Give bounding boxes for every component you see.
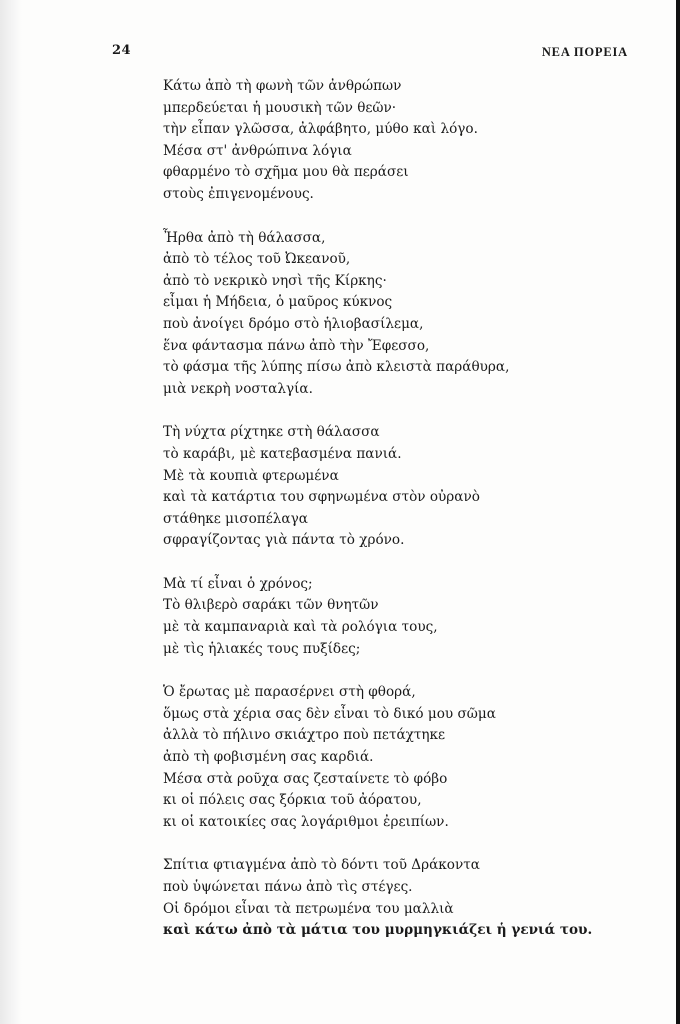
poem-line: στάθηκε μισοπέλαγα [163, 510, 308, 527]
poem-line: Ἦρθα ἀπὸ τὴ θάλασσα, [163, 229, 326, 246]
poem-line: Τὴ νύχτα ρίχτηκε στὴ θάλασσα [163, 424, 380, 441]
poem-line: κι οἱ κατοικίες σας λογάριθμοι ἐρειπίων. [163, 813, 449, 830]
poem-line: μπερδεύεται ἡ μουσικὴ τῶν θεῶν· [163, 99, 397, 116]
poem-line: ὅμως στὰ χέρια σας δὲν εἶναι τὸ δικό μου σῶμα [163, 705, 496, 722]
poem-line: κι οἱ πόλεις σας ξόρκια τοῦ ἀόρατου, [163, 792, 422, 809]
poem-line: εἶμαι ἡ Μήδεια, ὁ μαῦρος κύκνος [163, 294, 393, 311]
poem-line: ποὺ ἀνοίγει δρόμο στὸ ἡλιοβασίλεμα, [163, 315, 424, 332]
stanza-6 [163, 855, 633, 941]
poem-line: καὶ τὰ κατάρτια του σφηνωμένα στὸν οὐρανὸ [163, 489, 480, 506]
scan-shadow [0, 0, 22, 1024]
poem-line: Ὁ ἔρωτας μὲ παρασέρνει στὴ φθορά, [163, 684, 416, 701]
poem-line: Κάτω ἀπὸ τὴ φωνὴ τῶν ἀνθρώπων [163, 78, 402, 94]
poem-line: φθαρμένο τὸ σχῆμα μου θὰ περάσει [163, 164, 409, 181]
stanza-3 [163, 422, 633, 552]
poem-line: τὸ καράβι, μὲ κατεβασμένα πανιά. [163, 445, 402, 462]
poem-line: ἀπὸ τὸ τέλος τοῦ Ὠκεανοῦ, [163, 251, 351, 268]
poem-line: ἀλλὰ τὸ πήλινο σκιάχτρο ποὺ πετάχτηκε [163, 727, 446, 744]
poem-line: Σπίτια φτιαγμένα ἀπὸ τὸ δόντι τοῦ Δράκοντα [163, 857, 480, 874]
poem-line: ἕνα φάντασμα πάνω ἀπὸ τὴν Ἔφεσσο, [163, 337, 430, 354]
poem-line: Μέσα στ' ἀνθρώπινα λόγια [163, 142, 352, 159]
poem-line: Οἱ δρόμοι εἶναι τὰ πετρωμένα του μαλλιὰ [163, 900, 454, 917]
poem-line: μὲ τὰ καμπαναριὰ καὶ τὰ ρολόγια τους, [163, 619, 438, 636]
poem-line: τὸ φάσμα τῆς λύπης πίσω ἀπὸ κλειστὰ παράθυρα, [163, 359, 510, 376]
stanza-2 [163, 228, 633, 401]
poem-line: μιὰ νεκρὴ νοσταλγία. [163, 380, 313, 397]
poem-line: ἀπὸ τὸ νεκρικὸ νησὶ τῆς Κίρκης· [163, 272, 387, 289]
poem-line: τὴν εἶπαν γλῶσσα, ἀλφάβητο, μύθο καὶ λόγο. [163, 121, 478, 138]
poem-line: ποὺ ὑψώνεται πάνω ἀπὸ τὶς στέγες. [163, 879, 413, 895]
poem-line: ἀπὸ τὴ φοβισμένη σας καρδιά. [163, 749, 374, 766]
poem-line: Τὸ θλιβερὸ σαράκι τῶν θνητῶν [163, 597, 379, 614]
page-number: 24 [112, 43, 132, 58]
scan-right-edge [676, 0, 680, 1024]
poem-line: Μέσα στὰ ροῦχα σας ζεσταίνετε τὸ φόβο [163, 770, 448, 787]
poem-line: Μὰ τί εἶναι ὁ χρόνος; [163, 575, 313, 592]
running-title: ΝΕΑ ΠΟΡΕΙΑ [541, 45, 628, 59]
poem-line: μὲ τὶς ἡλιακές τους πυξίδες; [163, 640, 361, 657]
poem [163, 76, 633, 964]
stanza-4 [163, 574, 633, 660]
poem-line: Μὲ τὰ κουπιὰ φτερωμένα [163, 467, 339, 484]
stanza-1 [163, 76, 633, 206]
poem-line: καὶ κάτω ἀπὸ τὰ μάτια του μυρμηγκιάζει ἡ γενιά του. [163, 922, 593, 939]
poem-line: στοὺς ἐπιγενομένους. [163, 185, 314, 202]
stanza-5 [163, 682, 633, 833]
poem-line: σφραγίζοντας γιὰ πάντα τὸ χρόνο. [163, 532, 405, 549]
